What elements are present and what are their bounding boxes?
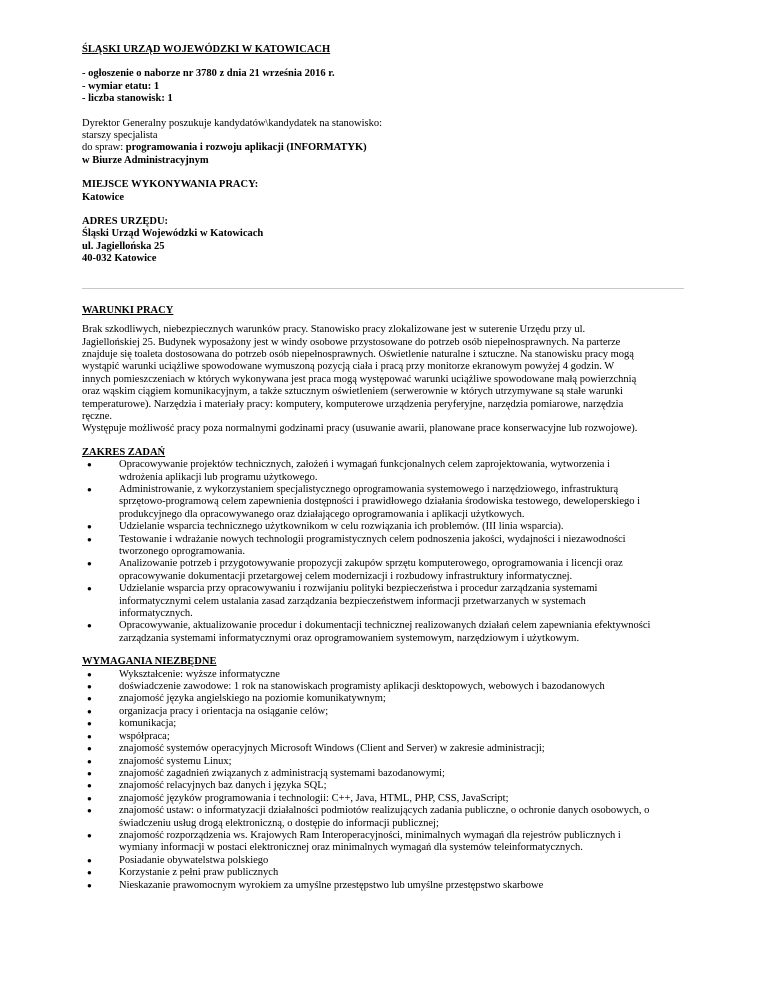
requirements-heading: WYMAGANIA NIEZBĘDNE — [82, 656, 217, 668]
workplace-section — [82, 179, 684, 204]
item-text-line: Administrowanie, z wykorzystaniem specjalistycznego oprogramowania systemowego i narzędziowego, infrastrukturą — [119, 483, 619, 495]
requirement-item — [82, 867, 684, 879]
bullet-icon: ● — [87, 669, 92, 679]
address-line: 40-032 Katowice — [82, 253, 157, 265]
bullet-icon: ● — [87, 880, 92, 890]
requirement-item — [82, 706, 684, 718]
bullet-icon: ● — [87, 584, 92, 594]
position-title: starszy specjalista — [82, 130, 158, 142]
requirement-item — [82, 768, 684, 780]
item-text-line: Analizowanie potrzeb i przygotowywanie propozycji zakupów sprzętu komputerowego, oprogramowania i licencji oraz — [119, 558, 623, 570]
bullet-icon: ● — [87, 731, 92, 741]
workplace-value: Katowice — [82, 191, 124, 203]
bullet-icon: ● — [87, 559, 92, 569]
item-text-line: znajomość zagadnień związanych z administracją systemami bazodanowymi; — [119, 767, 445, 779]
item-text-line: opracowywanie dokumentacji przetargowej celem modernizacji i rozbudowy infrastruktury informatycznej. — [119, 570, 573, 582]
bullet-icon: ● — [87, 694, 92, 704]
item-text-line: doświadczenie zawodowe: 1 rok na stanowiskach programisty aplikacji desktopowych, webowych i bazodanowych — [119, 681, 605, 693]
requirement-item — [82, 681, 684, 693]
item-text-line: informatycznych. — [119, 608, 193, 620]
bullet-icon: ● — [87, 768, 92, 778]
item-text-line: Udzielanie wsparcia przy opracowywaniu i rozwijaniu polityki bezpieczeństwa i procedur zarządzania systemami — [119, 583, 598, 595]
requirement-item — [82, 731, 684, 743]
conditions-line: Występuje możliwość pracy poza normalnymi godzinami pracy (usuwanie awarii, planowane prace konserwacyjne lub rozwojowe). — [82, 423, 638, 435]
position-intro — [82, 118, 684, 168]
employment-size: - wymiar etatu: 1 — [82, 80, 160, 92]
requirement-item — [82, 830, 684, 855]
requirement-item — [82, 743, 684, 755]
conditions-line: wystąpić warunki uciążliwe spowodowane wymuszoną pozycją ciała i pracą przy monitorze ekranowym powyżej 4 godzin. W — [82, 361, 615, 373]
bullet-icon: ● — [87, 484, 92, 494]
item-text-line: Posiadanie obywatelstwa polskiego — [119, 854, 269, 866]
bullet-icon: ● — [87, 534, 92, 544]
bullet-icon: ● — [87, 830, 92, 840]
task-item — [82, 583, 684, 620]
conditions-line: Jagiellońskiej 25. Budynek wyposażony jest w windy osobowe przystosowane do potrzeb osób niepełnosprawnych. Na parterze — [82, 336, 621, 348]
item-text-line: Nieskazanie prawomocnym wyrokiem za umyślne przestępstwo lub umyślne przestępstwo skarbowe — [119, 879, 544, 891]
item-text-line: znajomość systemów operacyjnych Microsoft Windows (Client and Server) w zakresie administracji; — [119, 743, 545, 755]
conditions-line: znajduje się toaleta dostosowana do potrzeb osób niepełnosprawnych. Oświetlenie naturalne i sztuczne. Na stanowisku pracy mogą — [82, 348, 634, 360]
bullet-icon: ● — [87, 522, 92, 532]
item-text-line: komunikacja; — [119, 718, 177, 730]
department: w Biurze Administracyjnym — [82, 154, 209, 166]
requirements-list — [82, 669, 684, 892]
requirement-item — [82, 780, 684, 792]
task-item — [82, 620, 684, 645]
item-text-line: znajomość języków programowania i technologii: C++, Java, HTML, PHP, CSS, JavaScript; — [119, 792, 509, 804]
tasks-heading: ZAKRES ZADAŃ — [82, 446, 166, 458]
conditions-heading: WARUNKI PRACY — [82, 304, 174, 316]
bullet-icon: ● — [87, 706, 92, 716]
item-text-line: tworzonego oprogramowania. — [119, 546, 245, 557]
bullet-icon: ● — [87, 868, 92, 878]
task-item — [82, 484, 684, 521]
item-text-line: sprzętowo-programową celem zapewnienia dostępności i prawidłowego działania środowiska testowego, deweloperskiego i — [119, 496, 641, 508]
announcement-number: - ogłoszenie o naborze nr 3780 z dnia 21 września 2016 r. — [82, 68, 335, 80]
conditions-line: oraz wąskim ciągiem komunikacyjnym, a także sztucznym oświetleniem (serwerownie w których utrzymywane są stałe warunki — [82, 386, 623, 398]
item-text-line: Opracowywanie projektów technicznych, założeń i wymagań funkcjonalnych celem zaprojektowania, wytworzenia i — [119, 459, 610, 471]
bullet-icon: ● — [87, 621, 92, 631]
item-text-line: Korzystanie z pełni praw publicznych — [119, 867, 279, 879]
bullet-icon: ● — [87, 781, 92, 791]
item-text-line: znajomość systemu Linux; — [119, 755, 232, 767]
conditions-line: ręczne. — [82, 410, 113, 422]
conditions-paragraph — [82, 324, 684, 436]
tasks-list — [82, 459, 684, 645]
item-text-line: Udzielanie wsparcia technicznego użytkownikom w celu rozwiązania ich problemów. (III linia wsparcia). — [119, 521, 564, 533]
item-text-line: znajomość rozporządzenia ws. Krajowych Ram Interoperacyjności, minimalnych wymagań dla rejestrów publicznych i — [119, 829, 621, 841]
conditions-line: Brak szkodliwych, niebezpiecznych warunków pracy. Stanowisko pracy zlokalizowane jest w suterenie Urzędu przy ul. — [82, 324, 586, 336]
requirement-item — [82, 756, 684, 768]
item-text-line: świadczeniu usług drogą elektroniczną, o dostępie do informacji publicznej; — [119, 817, 439, 829]
bullet-icon: ● — [87, 719, 92, 729]
item-text-line: produkcyjnego dla opracowywanego oraz działającego oprogramowania i aplikacji użytkowych. — [119, 508, 525, 520]
item-text-line: znajomość ustaw: o informatyzacji działalności podmiotów realizujących zadania publiczne, o ochronie danych osobowych, o — [119, 805, 650, 817]
bullet-icon: ● — [87, 744, 92, 754]
item-text-line: współpraca; — [119, 730, 170, 742]
section-divider — [82, 288, 684, 289]
item-text-line: znajomość języka angielskiego na poziomie komunikatywnym; — [119, 693, 386, 705]
address-line: Śląski Urząd Wojewódzki w Katowicach — [82, 228, 264, 240]
requirement-item — [82, 855, 684, 867]
item-text-line: znajomość relacyjnych baz danych i języka SQL; — [119, 780, 327, 792]
bullet-icon: ● — [87, 806, 92, 816]
positions-count: - liczba stanowisk: 1 — [82, 93, 173, 105]
task-item — [82, 558, 684, 583]
position-scope — [82, 142, 684, 154]
task-item — [82, 534, 684, 559]
conditions-line: temperaturowe). Narzędzia i materiały pracy: komputery, komputerowe urządzenia peryferyjne, narzędzia pomiarowe, narzędzia — [82, 398, 624, 410]
requirement-item — [82, 718, 684, 730]
requirement-item — [82, 793, 684, 805]
address-section — [82, 216, 684, 266]
scope-value: programowania i rozwoju aplikacji (INFORMATYK) — [125, 142, 367, 154]
requirement-item — [82, 805, 684, 830]
task-item — [82, 521, 684, 533]
item-text-line: wymiany informacji w postaci elektronicznej oraz minimalnych wymagań dla systemów teleinformatycznych. — [119, 842, 583, 854]
bullet-icon: ● — [87, 756, 92, 766]
task-item — [82, 459, 684, 484]
item-text-line: informatycznymi celem ustalania zasad zarządzania bezpieczeństwem informacji przetwarzanych w systemach — [119, 595, 586, 607]
item-text-line: wdrożenia aplikacji lub programu użytkowego. — [119, 471, 318, 483]
requirement-item — [82, 669, 684, 681]
scope-prefix: do spraw: — [82, 142, 126, 154]
item-text-line: Wykształcenie: wyższe informatyczne — [119, 668, 280, 680]
workplace-heading: MIEJSCE WYKONYWANIA PRACY: — [82, 179, 259, 191]
intro-line: Dyrektor Generalny poszukuje kandydatów\kandydatek na stanowisko: — [82, 117, 383, 129]
bullet-icon: ● — [87, 855, 92, 865]
requirement-item — [82, 693, 684, 705]
document-title: ŚLĄSKI URZĄD WOJEWÓDZKI W KATOWICACH — [82, 44, 331, 55]
bullet-icon: ● — [87, 793, 92, 803]
conditions-line: innych pomieszczeniach w których wykonywana jest praca mogą występować warunki uciążliwe spowodowane małą powierzchnią — [82, 373, 637, 385]
address-heading: ADRES URZĘDU: — [82, 216, 169, 228]
address-line: ul. Jagiellońska 25 — [82, 240, 165, 252]
item-text-line: zarządzania systemami informatycznymi oraz oprogramowaniem systemowym, narzędziowym i użytkowym. — [119, 632, 580, 644]
item-text-line: Testowanie i wdrażanie nowych technologii programistycznych celem podnoszenia jakości, wydajności i niezawodności — [119, 533, 626, 545]
requirement-item — [82, 880, 684, 892]
announcement-details — [82, 68, 684, 105]
item-text-line: Opracowywanie, aktualizowanie procedur i dokumentacji technicznej realizowanych działań celem zapewniania efektywności — [119, 620, 651, 632]
bullet-icon: ● — [87, 460, 92, 470]
item-text-line: organizacja pracy i orientacja na osiąganie celów; — [119, 705, 329, 717]
bullet-icon: ● — [87, 682, 92, 692]
